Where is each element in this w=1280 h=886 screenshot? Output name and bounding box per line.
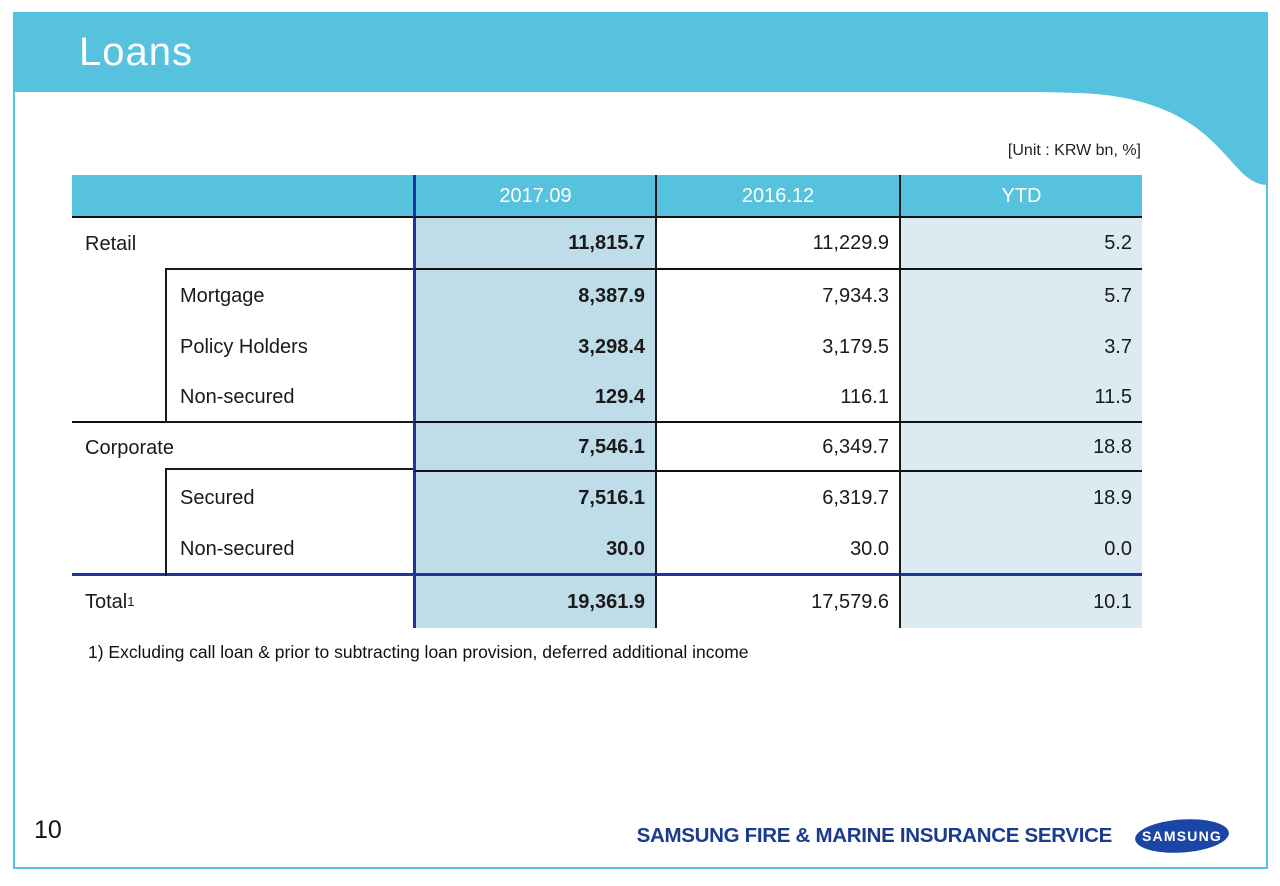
value-ytd: 0.0 [899,524,1142,576]
value-2017: 19,361.9 [413,576,655,628]
row-label: Policy Holders [180,335,308,358]
value-2017: 8,387.9 [413,270,655,321]
header-2016-12: 2016.12 [655,175,899,218]
row-label: Corporate [85,436,174,459]
title-bar [13,12,1268,92]
value-2017: 30.0 [413,524,655,576]
value-ytd: 5.7 [899,270,1142,321]
row-label: Non-secured [72,524,413,576]
value-2016: 17,579.6 [655,576,899,628]
row-label: Retail [85,233,137,255]
value-ytd: 11.5 [899,372,1142,423]
value-2017: 3,298.4 [413,321,655,372]
table-row-retail-non-secured [72,372,1142,423]
table-row-corporate [72,423,1142,472]
value-ytd: 18.8 [899,423,1142,472]
table-row-mortgage [72,270,1142,321]
value-2016: 7,934.3 [655,270,899,321]
value-2016: 3,179.5 [655,321,899,372]
table-row-policy-holders [72,321,1142,372]
value-ytd: 18.9 [899,472,1142,524]
value-ytd: 5.2 [899,218,1142,270]
row-label: Secured [180,487,255,509]
total-label: Total [85,591,128,613]
row-label: Total 1 [85,591,135,613]
samsung-logo-icon [1134,818,1230,854]
table-row-retail [72,218,1142,270]
header-category [72,175,413,218]
row-label: Non-secured [72,372,413,423]
value-2017: 7,516.1 [413,472,655,524]
value-ytd: 10.1 [899,576,1142,628]
value-2016: 6,349.7 [655,423,899,472]
value-2016: 6,319.7 [655,472,899,524]
row-label: Mortgage [180,284,265,307]
page-title: Loans [79,29,193,74]
value-2016: 116.1 [655,372,899,423]
value-2017: 129.4 [413,372,655,423]
table-row-secured [72,472,1142,524]
samsung-logo-text: SAMSUNG [1142,828,1222,844]
unit-label: [Unit : KRW bn, %] [1007,142,1141,159]
header-2017-09: 2017.09 [413,175,655,218]
brand-text: SAMSUNG FIRE & MARINE INSURANCE SERVICE [636,824,1112,847]
table-row-total [72,576,1142,628]
loans-table [72,175,1142,628]
footer-brand [637,818,1230,854]
footnote: 1) Excluding call loan & prior to subtracting loan provision, deferred additional income [88,642,749,662]
value-ytd: 3.7 [899,321,1142,372]
value-2016: 30.0 [655,524,899,576]
value-2016: 11,229.9 [655,218,899,270]
table-header-row [72,175,1142,218]
table-row-corporate-non-secured [72,524,1142,576]
header-ytd: YTD [899,175,1142,218]
value-2017: 7,546.1 [413,423,655,472]
page-number: 10 [34,816,62,844]
value-2017: 11,815.7 [413,218,655,270]
